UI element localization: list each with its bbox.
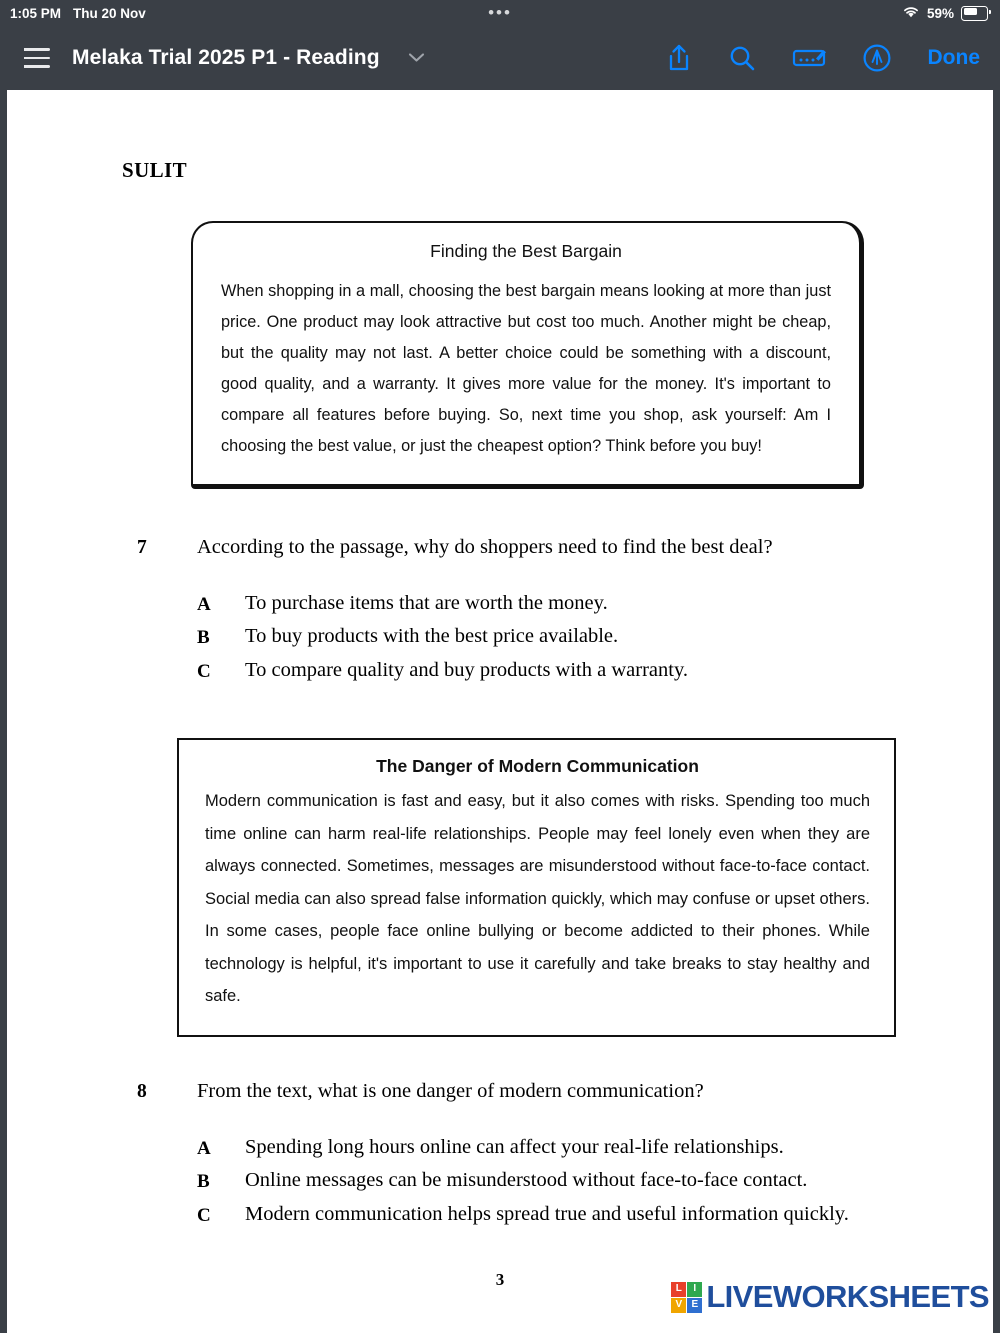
battery-percent: 59% [926,5,954,21]
question-8-option-a-text[interactable]: Spending long hours online can affect your real-life relationships. [245,1136,784,1158]
document-viewport[interactable] [0,90,1000,1333]
more-dots-icon: ••• [488,3,512,22]
passage-box-2 [177,738,896,1037]
document-title: Melaka Trial 2025 P1 - Reading [72,46,380,69]
liveworksheets-mark-icon [671,1282,702,1313]
liveworksheets-watermark [671,1279,989,1315]
document-toolbar [0,26,1000,90]
annotate-icon[interactable] [862,43,892,73]
markup-toolbar-icon[interactable] [792,45,826,71]
status-bar [0,0,1000,26]
question-7-text: According to the passage, why do shoppers need to find the best deal? [197,536,773,558]
question-7-option-a-letter: A [197,594,211,615]
status-bar-right [902,0,988,26]
toolbar-left [0,46,425,70]
date: Thu 20 Nov [73,5,146,21]
question-8-number: 8 [137,1081,147,1102]
passage-2-title: The Danger of Modern Communication [376,756,699,776]
page-header-label: SULIT [122,158,188,182]
lw-letter-l: L [671,1282,686,1297]
page-number: 3 [495,1270,505,1289]
question-7-option-b-letter: B [197,627,210,648]
question-7-option-b-text[interactable]: To buy products with the best price available. [245,625,619,647]
battery-icon [961,6,988,21]
lw-letter-i: I [687,1282,702,1297]
passage-1-title: Finding the Best Bargain [430,241,622,261]
question-8-text: From the text, what is one danger of modern communication? [197,1080,704,1102]
question-8-option-b-letter: B [197,1171,210,1192]
clock: 1:05 PM [10,5,62,21]
question-8-option-b-text[interactable]: Online messages can be misunderstood without face-to-face contact. [245,1169,808,1191]
question-8-option-c-letter: C [197,1205,211,1226]
status-bar-center [0,0,1000,26]
question-8-option-a-letter: A [197,1138,211,1159]
lw-letter-v: V [671,1298,686,1313]
search-icon[interactable] [728,44,756,72]
document-page [7,90,993,1333]
liveworksheets-wordmark: LIVEWORKSHEETS [706,1279,989,1314]
passage-1-body: When shopping in a mall, choosing the best bargain means looking at more than just price. One product may look attractive but cost too much. Another might be cheap, but the quality may not last. A better choice could be something with a discount, good quality, and a warranty. It gives more value for the money. It's important to compare all features before buying. So, next time you shop, ask yourself: Am I choosing the best value, or just the cheapest option? Think before you buy! [221,282,831,455]
passage-box-1 [191,221,864,489]
wifi-icon [902,5,920,21]
question-7-option-c-letter: C [197,661,211,682]
question-7-option-a-text[interactable]: To purchase items that are worth the money. [245,592,608,614]
toolbar-right [666,26,981,90]
chevron-down-icon[interactable] [408,50,425,67]
done-button[interactable]: Done [927,46,980,69]
question-7-option-c-text[interactable]: To compare quality and buy products with a warranty. [245,659,688,681]
passage-2-body: Modern communication is fast and easy, but it also comes with risks. Spending too much time online can harm real-life relationships. People may feel lonely even when they are always connected. Sometimes, messages are misunderstood without face-to-face contact. Social media can also spread false information quickly, which may confuse or upset others. In some cases, people face online bullying or become addicted to their phones. While technology is helpful, it's important to use it carefully and take breaks to stay healthy and safe. [205,792,870,1005]
status-bar-left [0,6,146,21]
sidebar-toggle-icon[interactable] [24,48,50,68]
share-icon[interactable] [666,43,692,73]
question-7-number: 7 [137,537,147,558]
lw-letter-e: E [687,1298,702,1313]
question-8-option-c-text[interactable]: Modern communication helps spread true and useful information quickly. [245,1203,849,1225]
